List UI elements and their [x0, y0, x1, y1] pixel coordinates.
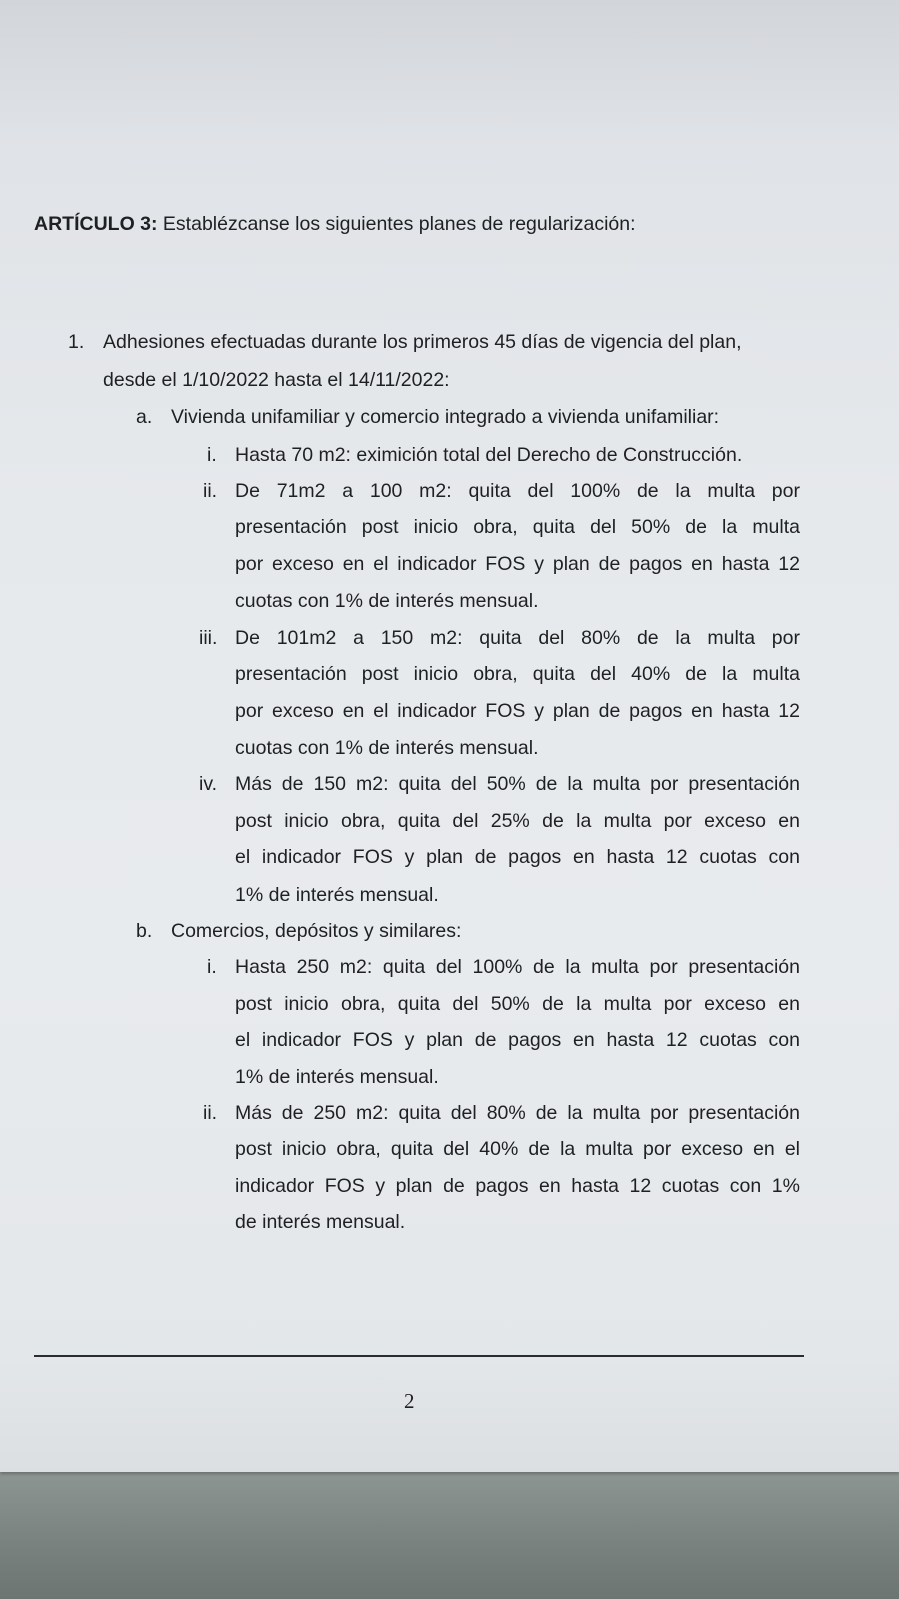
item-1-marker: 1. — [68, 331, 85, 353]
item-b-i-line-2: post inicio obra, quita del 50% de la multa por exceso en — [235, 993, 800, 1015]
item-b-i-line-1: Hasta 250 m2: quita del 100% de la multa por presentación — [235, 956, 800, 978]
item-b-ii-line-4: de interés mensual. — [235, 1211, 406, 1233]
item-b-ii-line-1: Más de 250 m2: quita del 80% de la multa por presentación — [235, 1102, 800, 1124]
article-label: ARTÍCULO 3: — [34, 213, 158, 235]
item-b-i-line-3: el indicador FOS y plan de pagos en hasta 12 cuotas con — [235, 1029, 800, 1051]
article-heading — [34, 211, 636, 237]
item-b-ii-line-3: indicador FOS y plan de pagos en hasta 12 cuotas con 1% — [235, 1175, 800, 1197]
item-b-i-line-4: 1% de interés mensual. — [235, 1066, 439, 1088]
item-a-ii-line-1: De 71m2 a 100 m2: quita del 100% de la multa por — [235, 480, 800, 502]
item-a-iv-line-1: Más de 150 m2: quita del 50% de la multa por presentación — [235, 773, 800, 795]
item-a-iv-line-3: el indicador FOS y plan de pagos en hasta 12 cuotas con — [235, 846, 800, 868]
item-1-line-1: Adhesiones efectuadas durante los primeros 45 días de vigencia del plan, — [103, 331, 742, 353]
item-a-iii-marker: iii. — [199, 627, 218, 649]
item-a-iii-line-1: De 101m2 a 150 m2: quita del 80% de la multa por — [235, 627, 800, 649]
item-1-line-2: desde el 1/10/2022 hasta el 14/11/2022: — [103, 369, 450, 391]
item-a-title: Vivienda unifamiliar y comercio integrado a vivienda unifamiliar: — [171, 406, 720, 428]
item-a-iv-marker: iv. — [199, 773, 218, 795]
item-b-title: Comercios, depósitos y similares: — [171, 920, 462, 942]
item-b-ii-marker: ii. — [203, 1102, 218, 1124]
item-a-iii-line-3: por exceso en el indicador FOS y plan de pagos en hasta 12 — [235, 700, 800, 722]
item-a-ii-line-3: por exceso en el indicador FOS y plan de pagos en hasta 12 — [235, 553, 800, 575]
item-a-iv-line-4: 1% de interés mensual. — [235, 884, 439, 906]
footer-divider — [34, 1355, 804, 1357]
article-text: Establézcanse los siguientes planes de regularización: — [162, 213, 636, 235]
page-number: 2 — [404, 1389, 415, 1413]
item-b-ii-line-2: post inicio obra, quita del 40% de la multa por exceso en el — [235, 1138, 800, 1160]
item-a-ii-marker: ii. — [203, 480, 218, 502]
item-a-iv-line-2: post inicio obra, quita del 25% de la multa por exceso en — [235, 810, 800, 832]
item-a-i-marker: i. — [207, 444, 217, 466]
item-a-marker: a. — [136, 406, 153, 428]
item-a-ii-line-2: presentación post inicio obra, quita del 50% de la multa — [235, 516, 800, 538]
background-table-surface — [0, 1470, 899, 1599]
item-a-ii-line-4: cuotas con 1% de interés mensual. — [235, 590, 539, 612]
item-a-iii-line-2: presentación post inicio obra, quita del 40% de la multa — [235, 663, 800, 685]
item-a-iii-line-4: cuotas con 1% de interés mensual. — [235, 737, 539, 759]
item-a-i-line-1: Hasta 70 m2: eximición total del Derecho de Construcción. — [235, 444, 743, 466]
item-b-marker: b. — [136, 920, 153, 942]
item-b-i-marker: i. — [207, 956, 217, 978]
